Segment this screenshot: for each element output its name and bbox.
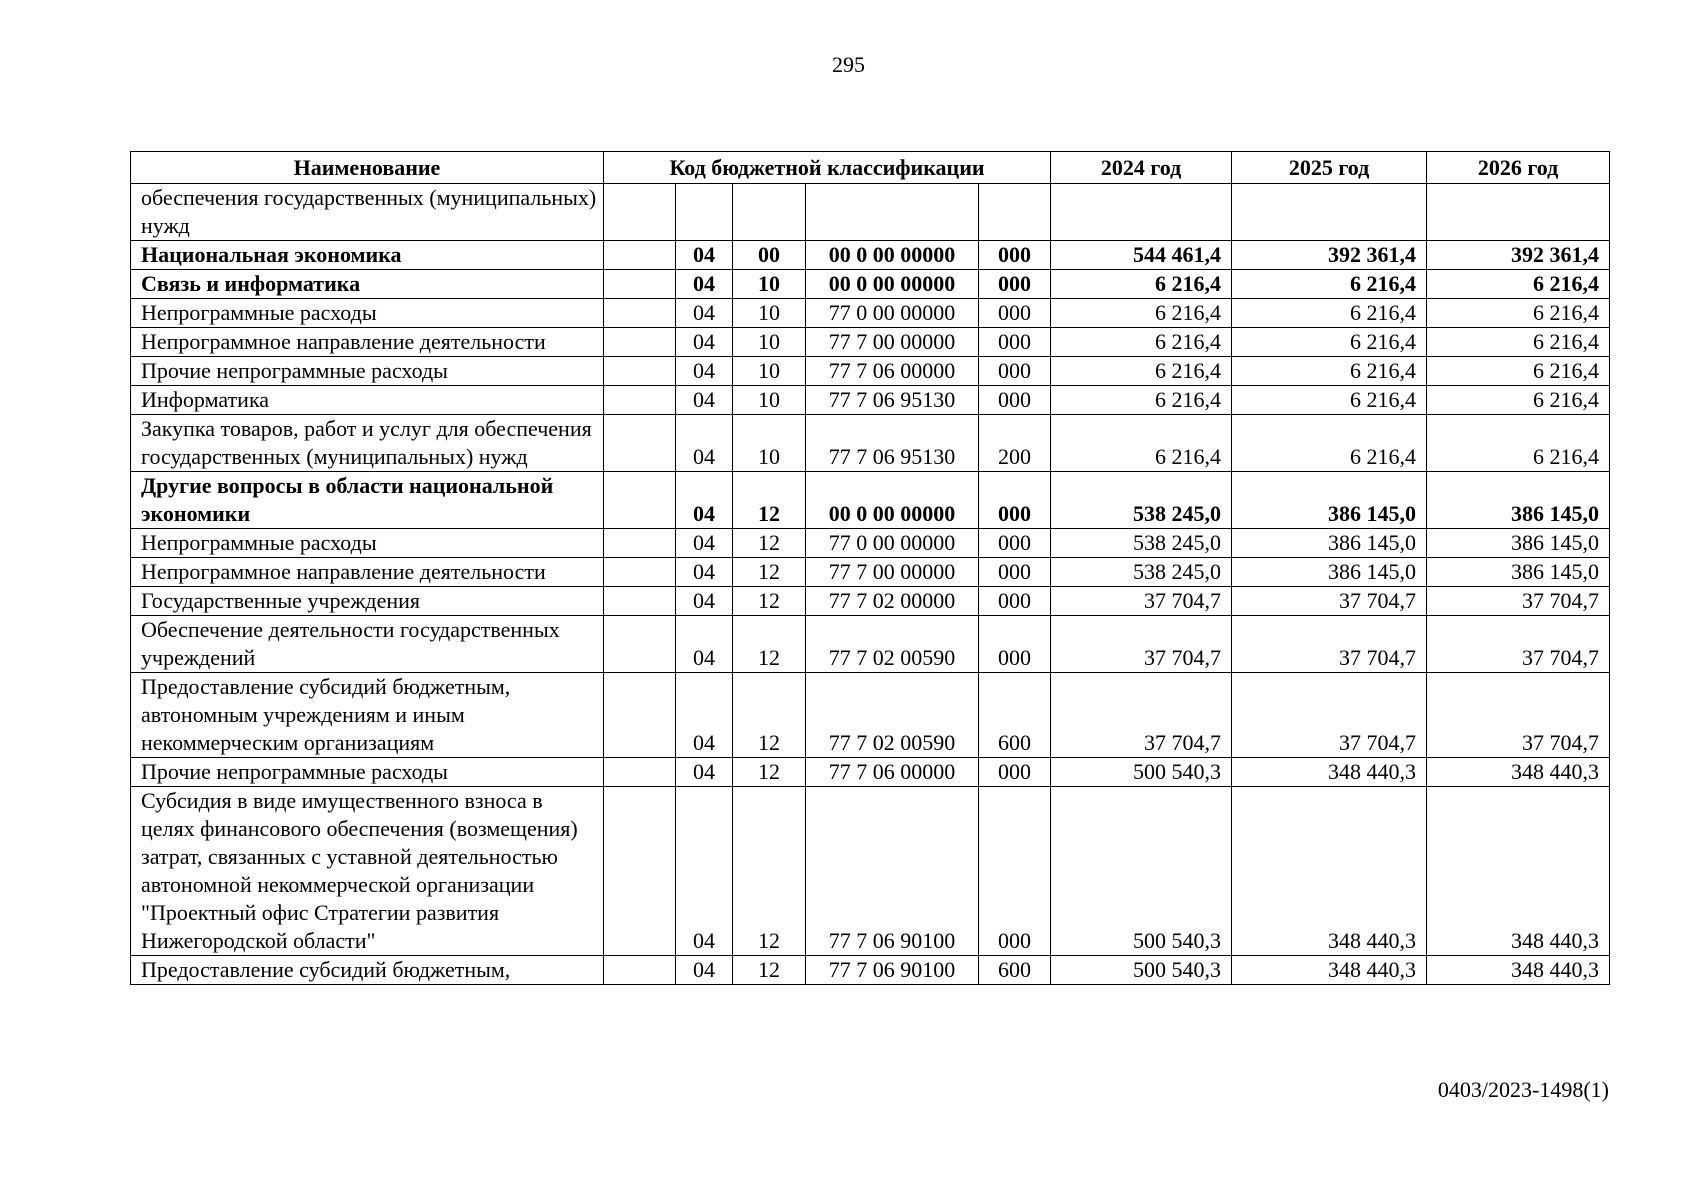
- row-target-code: 77 7 00 00000: [806, 328, 979, 357]
- row-value-2025: 37 704,7: [1232, 587, 1427, 616]
- row-subsection-code: 12: [733, 956, 806, 985]
- row-value-2024: 37 704,7: [1051, 587, 1232, 616]
- budget-table: [130, 151, 1610, 985]
- row-expense-type-code: 600: [979, 956, 1051, 985]
- row-expense-type-code: 000: [979, 587, 1051, 616]
- row-value-2024: 538 245,0: [1051, 558, 1232, 587]
- row-subsection-code: 10: [733, 386, 806, 415]
- row-name: Непрограммное направление деятельности: [131, 558, 604, 587]
- row-value-2026: 392 361,4: [1427, 241, 1610, 270]
- row-name: обеспечения государственных (муниципальных) нужд: [131, 184, 604, 241]
- row-value-2025: 6 216,4: [1232, 328, 1427, 357]
- row-value-2025: 37 704,7: [1232, 616, 1427, 673]
- row-section-code: 04: [676, 415, 733, 472]
- table-row: [131, 587, 1610, 616]
- row-subsection-code: 12: [733, 787, 806, 956]
- row-name: Непрограммные расходы: [131, 299, 604, 328]
- row-target-code: 77 0 00 00000: [806, 299, 979, 328]
- row-spacer: [604, 386, 676, 415]
- table-row: [131, 241, 1610, 270]
- row-target-code: 00 0 00 00000: [806, 472, 979, 529]
- row-section-code: 04: [676, 472, 733, 529]
- row-subsection-code: 12: [733, 758, 806, 787]
- row-value-2026: 6 216,4: [1427, 270, 1610, 299]
- row-section-code: 04: [676, 587, 733, 616]
- row-target-code: 77 7 06 00000: [806, 357, 979, 386]
- row-expense-type-code: [979, 184, 1051, 241]
- table-row: [131, 415, 1610, 472]
- row-name: Непрограммное направление деятельности: [131, 328, 604, 357]
- row-expense-type-code: 000: [979, 558, 1051, 587]
- row-expense-type-code: 000: [979, 472, 1051, 529]
- table-row: [131, 328, 1610, 357]
- row-subsection-code: 10: [733, 270, 806, 299]
- row-subsection-code: 10: [733, 299, 806, 328]
- row-value-2026: [1427, 184, 1610, 241]
- table-row: [131, 529, 1610, 558]
- row-value-2024: 500 540,3: [1051, 758, 1232, 787]
- row-value-2024: [1051, 184, 1232, 241]
- row-subsection-code: 12: [733, 529, 806, 558]
- row-spacer: [604, 587, 676, 616]
- row-section-code: 04: [676, 270, 733, 299]
- row-subsection-code: 10: [733, 415, 806, 472]
- row-name: Информатика: [131, 386, 604, 415]
- table-row: [131, 472, 1610, 529]
- row-name: Непрограммные расходы: [131, 529, 604, 558]
- row-spacer: [604, 270, 676, 299]
- row-target-code: 77 7 06 95130: [806, 415, 979, 472]
- page-number: 295: [832, 52, 865, 77]
- row-expense-type-code: 000: [979, 787, 1051, 956]
- row-name: Субсидия в виде имущественного взноса в целях финансового обеспечения (возмещения) затрат, связанных с уставной деятельностью автономной некоммерческой организации "Проектный офис Стратегии развития Нижегородской области": [131, 787, 604, 956]
- table-row: [131, 673, 1610, 758]
- row-target-code: 77 0 00 00000: [806, 529, 979, 558]
- row-name: Предоставление субсидий бюджетным, автономным учреждениям и иным некоммерческим организациям: [131, 673, 604, 758]
- row-subsection-code: [733, 184, 806, 241]
- row-subsection-code: 12: [733, 673, 806, 758]
- row-value-2024: 6 216,4: [1051, 415, 1232, 472]
- row-value-2025: 348 440,3: [1232, 956, 1427, 985]
- row-subsection-code: 00: [733, 241, 806, 270]
- row-value-2026: 386 145,0: [1427, 472, 1610, 529]
- row-name: Национальная экономика: [131, 241, 604, 270]
- row-section-code: 04: [676, 673, 733, 758]
- row-section-code: 04: [676, 616, 733, 673]
- table-row: [131, 184, 1610, 241]
- row-value-2025: 386 145,0: [1232, 558, 1427, 587]
- row-name: Прочие непрограммные расходы: [131, 758, 604, 787]
- row-name: Прочие непрограммные расходы: [131, 357, 604, 386]
- header-name: Наименование: [131, 152, 604, 184]
- table-row: [131, 758, 1610, 787]
- row-target-code: 77 7 06 90100: [806, 956, 979, 985]
- row-section-code: [676, 184, 733, 241]
- row-target-code: 77 7 00 00000: [806, 558, 979, 587]
- row-value-2024: 6 216,4: [1051, 299, 1232, 328]
- row-subsection-code: 10: [733, 357, 806, 386]
- row-value-2024: 37 704,7: [1051, 673, 1232, 758]
- row-expense-type-code: 000: [979, 328, 1051, 357]
- row-section-code: 04: [676, 529, 733, 558]
- table-row: [131, 558, 1610, 587]
- row-subsection-code: 12: [733, 558, 806, 587]
- row-spacer: [604, 787, 676, 956]
- row-value-2025: 6 216,4: [1232, 415, 1427, 472]
- row-spacer: [604, 328, 676, 357]
- row-value-2025: 392 361,4: [1232, 241, 1427, 270]
- row-expense-type-code: 000: [979, 270, 1051, 299]
- row-name: Другие вопросы в области национальной экономики: [131, 472, 604, 529]
- row-expense-type-code: 000: [979, 758, 1051, 787]
- row-value-2026: 6 216,4: [1427, 299, 1610, 328]
- row-value-2026: 37 704,7: [1427, 673, 1610, 758]
- row-section-code: 04: [676, 299, 733, 328]
- table-body: [131, 184, 1610, 985]
- row-target-code: 77 7 06 95130: [806, 386, 979, 415]
- row-spacer: [604, 241, 676, 270]
- row-target-code: 77 7 06 90100: [806, 787, 979, 956]
- row-value-2024: 500 540,3: [1051, 956, 1232, 985]
- row-target-code: 77 7 02 00590: [806, 616, 979, 673]
- row-name: Связь и информатика: [131, 270, 604, 299]
- row-value-2025: 386 145,0: [1232, 472, 1427, 529]
- row-spacer: [604, 299, 676, 328]
- row-value-2024: 500 540,3: [1051, 787, 1232, 956]
- row-subsection-code: 12: [733, 472, 806, 529]
- row-expense-type-code: 000: [979, 241, 1051, 270]
- row-value-2025: 348 440,3: [1232, 758, 1427, 787]
- row-value-2026: 37 704,7: [1427, 616, 1610, 673]
- row-value-2025: 6 216,4: [1232, 357, 1427, 386]
- row-expense-type-code: 000: [979, 357, 1051, 386]
- row-expense-type-code: 000: [979, 386, 1051, 415]
- row-expense-type-code: 600: [979, 673, 1051, 758]
- row-section-code: 04: [676, 956, 733, 985]
- row-value-2024: 37 704,7: [1051, 616, 1232, 673]
- table-row: [131, 787, 1610, 956]
- table-row: [131, 616, 1610, 673]
- row-section-code: 04: [676, 357, 733, 386]
- header-2025: 2025 год: [1232, 152, 1427, 184]
- row-section-code: 04: [676, 386, 733, 415]
- row-value-2024: 544 461,4: [1051, 241, 1232, 270]
- row-section-code: 04: [676, 328, 733, 357]
- header-2026: 2026 год: [1427, 152, 1610, 184]
- row-target-code: 00 0 00 00000: [806, 241, 979, 270]
- row-spacer: [604, 472, 676, 529]
- row-subsection-code: 12: [733, 587, 806, 616]
- row-value-2024: 538 245,0: [1051, 529, 1232, 558]
- row-value-2026: 6 216,4: [1427, 415, 1610, 472]
- row-value-2025: 37 704,7: [1232, 673, 1427, 758]
- row-value-2026: 37 704,7: [1427, 587, 1610, 616]
- row-value-2024: 6 216,4: [1051, 328, 1232, 357]
- row-spacer: [604, 529, 676, 558]
- row-value-2026: 6 216,4: [1427, 328, 1610, 357]
- row-value-2025: 6 216,4: [1232, 386, 1427, 415]
- table-row: [131, 386, 1610, 415]
- row-subsection-code: 12: [733, 616, 806, 673]
- table-row: [131, 299, 1610, 328]
- row-expense-type-code: 000: [979, 529, 1051, 558]
- row-section-code: 04: [676, 241, 733, 270]
- header-2024: 2024 год: [1051, 152, 1232, 184]
- row-section-code: 04: [676, 558, 733, 587]
- row-name: Государственные учреждения: [131, 587, 604, 616]
- table-row: [131, 357, 1610, 386]
- row-spacer: [604, 616, 676, 673]
- row-name: Обеспечение деятельности государственных учреждений: [131, 616, 604, 673]
- row-spacer: [604, 415, 676, 472]
- row-value-2025: 6 216,4: [1232, 299, 1427, 328]
- row-spacer: [604, 956, 676, 985]
- row-target-code: 77 7 06 00000: [806, 758, 979, 787]
- row-target-code: 77 7 02 00590: [806, 673, 979, 758]
- row-section-code: 04: [676, 787, 733, 956]
- row-section-code: 04: [676, 758, 733, 787]
- row-spacer: [604, 758, 676, 787]
- row-expense-type-code: 000: [979, 299, 1051, 328]
- row-spacer: [604, 673, 676, 758]
- row-expense-type-code: 200: [979, 415, 1051, 472]
- row-value-2024: 538 245,0: [1051, 472, 1232, 529]
- row-value-2026: 386 145,0: [1427, 558, 1610, 587]
- row-value-2024: 6 216,4: [1051, 386, 1232, 415]
- table-row: [131, 270, 1610, 299]
- table-header-row: [131, 152, 1610, 184]
- row-value-2026: 6 216,4: [1427, 357, 1610, 386]
- row-value-2025: 386 145,0: [1232, 529, 1427, 558]
- row-target-code: 77 7 02 00000: [806, 587, 979, 616]
- row-value-2026: 386 145,0: [1427, 529, 1610, 558]
- row-spacer: [604, 357, 676, 386]
- row-value-2024: 6 216,4: [1051, 270, 1232, 299]
- row-target-code: [806, 184, 979, 241]
- document-code: 0403/2023-1498(1): [1437, 1077, 1609, 1102]
- row-value-2025: 6 216,4: [1232, 270, 1427, 299]
- row-expense-type-code: 000: [979, 616, 1051, 673]
- row-spacer: [604, 558, 676, 587]
- header-code: Код бюджетной классификации: [604, 152, 1051, 184]
- row-name: Предоставление субсидий бюджетным,: [131, 956, 604, 985]
- row-subsection-code: 10: [733, 328, 806, 357]
- row-value-2026: 6 216,4: [1427, 386, 1610, 415]
- row-value-2026: 348 440,3: [1427, 758, 1610, 787]
- row-value-2026: 348 440,3: [1427, 787, 1610, 956]
- row-value-2026: 348 440,3: [1427, 956, 1610, 985]
- row-value-2024: 6 216,4: [1051, 357, 1232, 386]
- row-target-code: 00 0 00 00000: [806, 270, 979, 299]
- row-spacer: [604, 184, 676, 241]
- table-row: [131, 956, 1610, 985]
- row-value-2025: [1232, 184, 1427, 241]
- row-value-2025: 348 440,3: [1232, 787, 1427, 956]
- row-name: Закупка товаров, работ и услуг для обеспечения государственных (муниципальных) нужд: [131, 415, 604, 472]
